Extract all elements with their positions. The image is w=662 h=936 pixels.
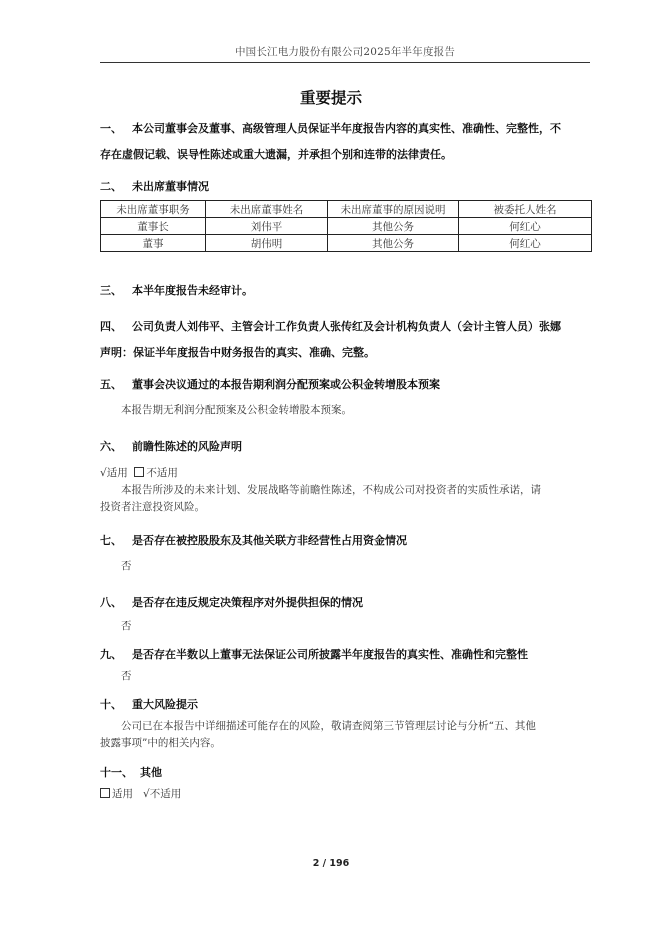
table-cell: 何红心	[459, 218, 592, 235]
section-10-body-line1: 公司已在本报告中详细描述可能存在的风险，敬请查阅第三节管理层讨论与分析“五、其他	[121, 720, 536, 732]
section-number: 七、	[100, 534, 122, 547]
section-text: 是否存在被控股股东及其他关联方非经营性占用资金情况	[132, 534, 407, 547]
section-6	[100, 434, 590, 460]
applicable-checked: √适用	[100, 467, 128, 479]
section-text: 是否存在违反规定决策程序对外提供担保的情况	[132, 596, 363, 609]
page-number: 2 / 196	[312, 858, 350, 869]
absent-directors-table	[100, 200, 592, 252]
section-11	[100, 760, 590, 786]
section-10-body-line2: 披露事项”中的相关内容。	[100, 737, 221, 749]
section-number: 一、	[100, 122, 122, 135]
table-header-cell: 未出席董事姓名	[206, 201, 328, 218]
table-row	[101, 218, 592, 235]
header-divider	[100, 62, 590, 63]
section-number: 五、	[100, 378, 122, 391]
section-number: 十、	[100, 698, 122, 711]
table-cell: 董事	[101, 235, 206, 252]
section-9	[100, 642, 590, 668]
section-number: 八、	[100, 596, 122, 609]
checkbox-icon	[134, 467, 144, 477]
section-2	[100, 174, 590, 200]
table-header-row	[101, 201, 592, 218]
section-text: 未出席董事情况	[132, 180, 209, 193]
table-cell: 其他公务	[328, 218, 459, 235]
section-text: 重大风险提示	[132, 698, 198, 711]
section-10	[100, 692, 590, 718]
table-header-cell: 未出席董事职务	[101, 201, 206, 218]
table-header-cell: 被委托人姓名	[459, 201, 592, 218]
table-cell: 其他公务	[328, 235, 459, 252]
section-text: 其他	[140, 766, 162, 779]
section-text-continued: 存在虚假记载、误导性陈述或重大遗漏，并承担个别和连带的法律责任。	[100, 148, 452, 161]
other-applicability-options	[100, 786, 590, 803]
section-number: 六、	[100, 440, 122, 453]
section-text-continued: 声明：保证半年度报告中财务报告的真实、准确、完整。	[100, 346, 375, 359]
section-text: 本公司董事会及董事、高级管理人员保证半年度报告内容的真实性、准确性、完整性，不	[132, 122, 561, 135]
section-7	[100, 528, 590, 554]
section-6-body-line1: 本报告所涉及的未来计划、发展战略等前瞻性陈述，不构成公司对投资者的实质性承诺，请	[121, 484, 541, 496]
table-cell: 刘伟平	[206, 218, 328, 235]
section-text: 公司负责人刘伟平、主管会计工作负责人张传红及会计机构负责人（会计主管人员）张娜	[132, 320, 561, 333]
section-number: 九、	[100, 648, 122, 661]
applicable-label: 适用	[112, 788, 133, 800]
section-text: 前瞻性陈述的风险声明	[132, 440, 242, 453]
not-applicable-checked: √不适用	[143, 788, 182, 800]
section-5	[100, 372, 590, 398]
table-cell: 何红心	[459, 235, 592, 252]
table-cell: 胡伟明	[206, 235, 328, 252]
section-number: 十一、	[100, 766, 133, 779]
section-8-body: 否	[121, 620, 132, 632]
section-3	[100, 278, 590, 304]
not-applicable-label: 不适用	[146, 467, 178, 479]
section-number: 二、	[100, 180, 122, 193]
section-7-body: 否	[121, 560, 132, 572]
section-4	[100, 314, 590, 366]
section-number: 三、	[100, 284, 122, 297]
section-number: 四、	[100, 320, 122, 333]
section-6-body-line2: 投资者注意投资风险。	[100, 501, 205, 513]
section-8	[100, 590, 590, 616]
table-row	[101, 235, 592, 252]
applicability-options	[100, 465, 590, 482]
section-text: 是否存在半数以上董事无法保证公司所披露半年度报告的真实性、准确性和完整性	[132, 648, 528, 661]
section-6-body	[100, 482, 590, 516]
section-10-body	[100, 718, 590, 752]
checkbox-icon	[100, 788, 110, 798]
table-header-cell: 未出席董事的原因说明	[328, 201, 459, 218]
section-9-body: 否	[121, 670, 132, 682]
table-cell: 董事长	[101, 218, 206, 235]
section-5-body: 本报告期无利润分配预案及公积金转增股本预案。	[121, 404, 352, 416]
page-header: 中国长江电力股份有限公司2025年半年度报告	[234, 46, 456, 58]
section-text: 本半年度报告未经审计。	[132, 284, 253, 297]
section-1	[100, 116, 590, 168]
section-text: 董事会决议通过的本报告期利润分配预案或公积金转增股本预案	[132, 378, 440, 391]
page-title: 重要提示	[299, 88, 362, 107]
